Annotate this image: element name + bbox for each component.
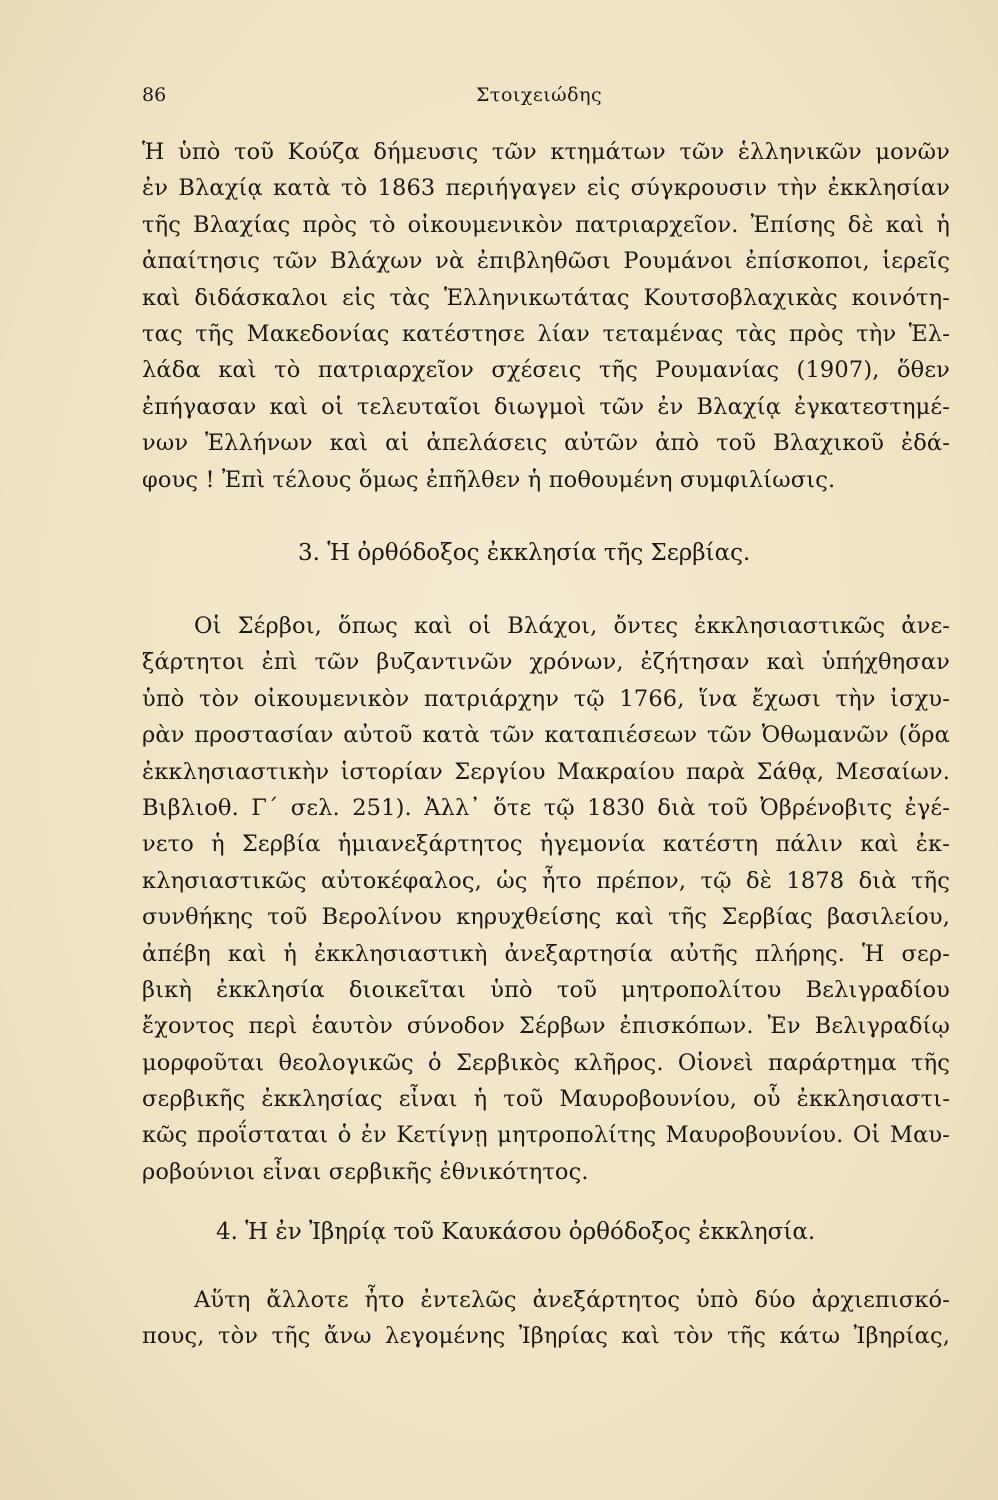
text-line: λάδα καὶ τὸ πατριαρχεῖον σχέσεις τῆς Ρουμανίας (1907), ὅθεν [142, 357, 950, 384]
text-line: κῶς προΐσταται ὁ ἐν Κετίγνῃ μητροπολίτης Μαυροβουνίου. Οἱ Μαυ- [142, 1122, 950, 1149]
text-line: Ἡ ὑπὸ τοῦ Κούζα δήμευσις τῶν κτημάτων τῶν ἑλληνικῶν μονῶν [142, 139, 950, 165]
text-line: Οἱ Σέρβοι, ὅπως καὶ οἱ Βλάχοι, ὄντες ἐκκλησιαστικῶς ἀνε- [194, 613, 950, 639]
text-line: τας τῆς Μακεδονίας κατέστησε λίαν τεταμένας τὰς πρὸς τὴν Ἑλ- [142, 320, 950, 347]
text-line: σερβικῆς ἐκκλησίας εἶναι ἡ τοῦ Μαυροβουνίου, οὗ ἐκκλησιαστι- [142, 1086, 950, 1113]
page-number: 86 [142, 84, 167, 106]
text-line: φους ! Ἐπὶ τέλους ὅμως ἐπῆλθεν ἡ ποθουμένη συμφιλίωσις. [142, 466, 836, 493]
text-line: νετο ἡ Σερβία ἡμιανεξάρτητος ἡγεμονία κατέστη πάλιν καὶ ἐκ- [142, 831, 950, 858]
text-line: κλησιαστικῶς αὐτοκέφαλος, ὡς ἦτο πρέπον, τῷ δὲ 1878 διὰ τῆς [142, 867, 950, 894]
text-line: ἐν Βλαχίᾳ κατὰ τὸ 1863 περιήγαγεν εἰς σύγκρουσιν τὴν ἐκκλησίαν [142, 175, 950, 202]
text-line: πους, τὸν τῆς ἄνω λεγομένης Ἰβηρίας καὶ τὸν τῆς κάτω Ἰβηρίας, [142, 1323, 950, 1350]
text-line: ρὰν προστασίαν αὐτοῦ κατὰ τῶν καταπιέσεων τῶν Ὀθωμανῶν (ὅρα [142, 722, 950, 749]
text-line: ἔχοντος περὶ ἑαυτὸν σύνοδον Σέρβων ἐπισκόπων. Ἐν Βελιγραδίῳ [142, 1013, 950, 1040]
section-heading-3: 3. Ἡ ὀρθόδοξος ἐκκλησία τῆς Σερβίας. [298, 540, 751, 566]
text-line: συνθήκης τοῦ Βερολίνου κηρυχθείσης καὶ τῆς Σερβίας βασιλείου, [142, 904, 950, 931]
text-line: ἐπήγασαν καὶ οἱ τελευταῖοι διωγμοὶ τῶν ἐν Βλαχίᾳ ἐγκατεστημέ- [142, 393, 950, 420]
page-header [142, 84, 942, 118]
running-title: Στοιχειώδης [476, 84, 603, 106]
text-line: ροβούνιοι εἶναι σερβικῆς ἐθνικότητος. [142, 1158, 589, 1185]
text-line: ἀπέβη καὶ ἡ ἐκκλησιαστικὴ ἀνεξαρτησία αὐτῆς πλήρης. Ἡ σερ- [142, 940, 950, 967]
text-line: καὶ διδάσκαλοι εἰς τὰς Ἑλληνικωτάτας Κουτσοβλαχικὰς κοινότη- [142, 284, 950, 311]
text-line: ἐκκλησιαστικὴν ἱστορίαν Σεργίου Μακραίου παρὰ Σάθᾳ, Μεσαίων. [142, 758, 950, 785]
paragraph-2 [142, 608, 950, 1190]
text-line: τῆς Βλαχίας πρὸς τὸ οἰκουμενικὸν πατριαρχεῖον. Ἐπίσης δὲ καὶ ἡ [142, 211, 950, 238]
section-heading-4: 4. Ἡ ἐν Ἰβηρίᾳ τοῦ Καυκάσου ὀρθόδοξος ἐκκλησία. [216, 1219, 816, 1245]
paragraph-1 [142, 134, 950, 498]
text-line: ὑπὸ τὸν οἰκουμενικὸν πατριάρχην τῷ 1766, ἵνα ἔχωσι τὴν ἰσχυ- [142, 685, 950, 712]
paragraph-3 [142, 1282, 950, 1355]
text-line: ἀπαίτησις τῶν Βλάχων νὰ ἐπιβληθῶσι Ρουμάνοι ἐπίσκοποι, ἱερεῖς [142, 248, 950, 275]
text-line: βικὴ ἐκκλησία διοικεῖται ὑπὸ τοῦ μητροπολίτου Βελιγραδίου [142, 976, 950, 1003]
text-line: μορφοῦται θεολογικῶς ὁ Σερβικὸς κλῆρος. Οἱονεὶ παράρτημα τῆς [142, 1049, 950, 1076]
text-line: ξάρτητοι ἐπὶ τῶν βυζαντινῶν χρόνων, ἐζήτησαν καὶ ὑπήχθησαν [142, 649, 950, 676]
text-line: Βιβλιοθ. Γ΄ σελ. 251). Ἀλλ᾿ ὅτε τῷ 1830 διὰ τοῦ Ὀβρένοβιτς ἐγέ- [142, 794, 950, 821]
text-line: Αὕτη ἄλλοτε ἦτο ἐντελῶς ἀνεξάρτητος ὑπὸ δύο ἀρχιεπισκό- [194, 1287, 950, 1313]
text-line: νων Ἑλλήνων καὶ αἱ ἀπελάσεις αὐτῶν ἀπὸ τοῦ Βλαχικοῦ ἐδά- [142, 430, 950, 457]
